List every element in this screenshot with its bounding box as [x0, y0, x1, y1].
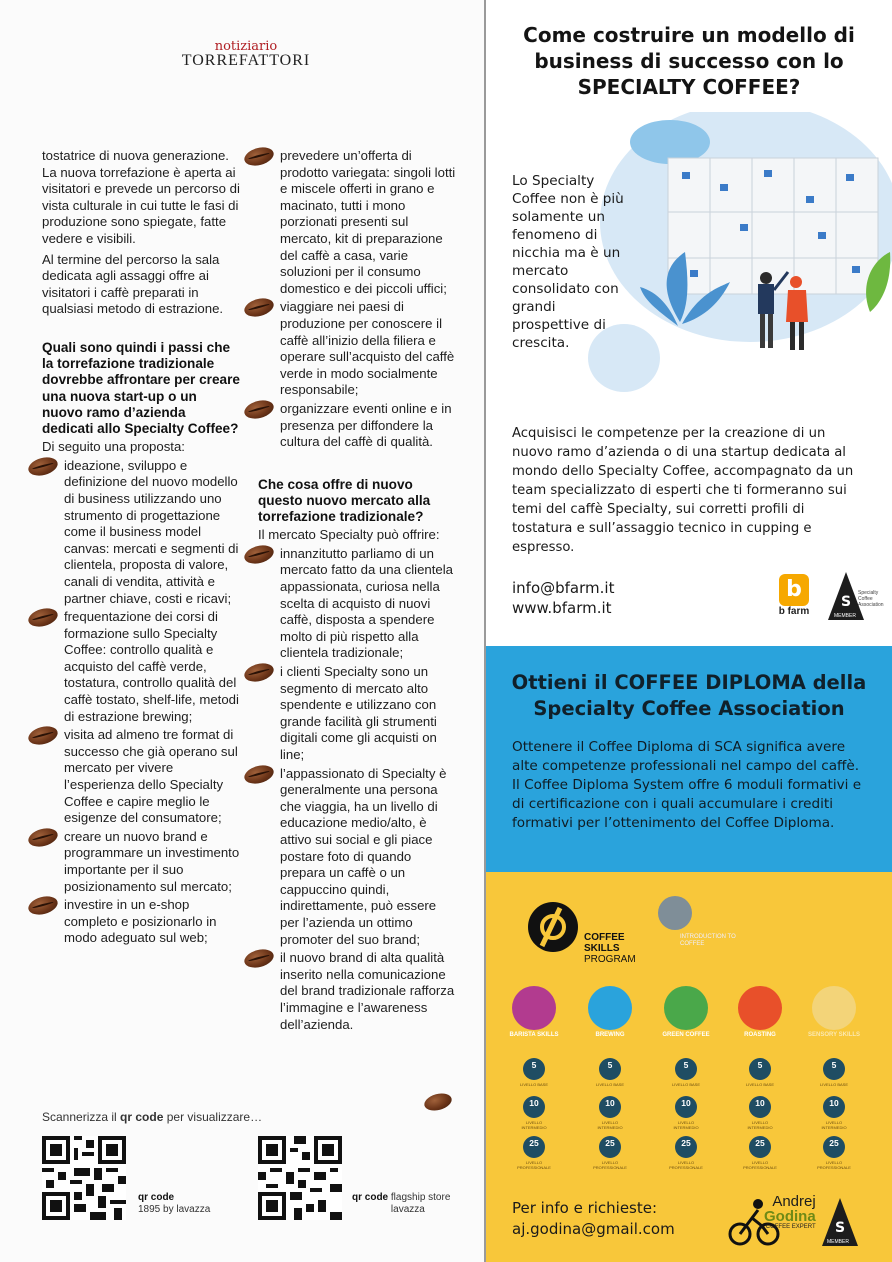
qr-caption-prefix: Scannerizza il: [42, 1110, 121, 1124]
module-label: GREEN COFFEE: [662, 1032, 710, 1038]
level-badge: [523, 1058, 545, 1080]
godina-tagline: COFFEE EXPERT: [765, 1224, 816, 1230]
proposal-list-continued: [258, 148, 456, 451]
masthead-title: TORREFATTORI: [181, 52, 311, 69]
coffee-skills-logo-icon: [526, 900, 580, 954]
godina-name-1: Andrej: [772, 1193, 816, 1210]
godina-name-2: Godina: [764, 1208, 816, 1225]
list-item: [42, 727, 240, 827]
level-caption: LIVELLO PROFESSIONALE: [743, 1160, 777, 1170]
list-item-text: i clienti Specialty sono un segmento di mercato alto spendente e utilizzano con grande facilità gli strumenti digitali come gli acquisti on line;: [280, 664, 437, 763]
list-item-text: investire in un e-shop completo e posizionarlo in modo adeguato sul web;: [64, 897, 217, 946]
level-badge: [599, 1136, 621, 1158]
offer-list: [258, 546, 456, 1033]
list-item: [42, 897, 240, 947]
bfarm-body-text: Acquisisci le competenze per la creazione di un nuovo ramo d’azienda o di una startup dedicata al mondo dello Specialty Coffee, accompagnato da un team specializzato di esperti che ti formeranno sui temi del caffè Specialty, sui corretti profili di tostatura e sull’assaggio tecnico in cupping e espresso.: [512, 426, 854, 555]
level-caption: LIVELLO PROFESSIONALE: [517, 1160, 551, 1170]
level-caption: LIVELLO BASE: [819, 1082, 848, 1087]
level-points: 5: [757, 1060, 763, 1070]
level-points: 5: [607, 1060, 613, 1070]
proposal-list: [42, 458, 240, 947]
level-caption: LIVELLO INTERMEDIO: [597, 1120, 623, 1130]
bfarm-contact: [512, 578, 614, 618]
level-caption: LIVELLO INTERMEDIO: [673, 1120, 699, 1130]
level-points: 5: [831, 1060, 837, 1070]
sensory-skills-icon: [812, 986, 856, 1030]
svg-text:S: S: [840, 594, 852, 610]
level-points: 5: [531, 1060, 537, 1070]
level-points: 25: [829, 1138, 839, 1148]
level-caption: LIVELLO INTERMEDIO: [821, 1120, 847, 1130]
section-heading-1: Quali sono quindi i passi che la torrefazione tradizionale dovrebbe affrontare per creare una nuova start-up o un nuovo ramo d’azienda dedicati allo Specialty Coffee?: [42, 339, 240, 436]
level-badge: [599, 1058, 621, 1080]
level-points: 25: [605, 1138, 615, 1148]
masthead: [176, 40, 316, 69]
level-points: 10: [755, 1098, 765, 1108]
bfarm-email-link[interactable]: info@bfarm.it: [512, 579, 615, 597]
level-caption: LIVELLO BASE: [519, 1082, 548, 1087]
intro-to-coffee-label: INTRODUCTION TO COFFEE: [680, 934, 736, 947]
book-icon: [658, 896, 692, 930]
level-badge: [675, 1136, 697, 1158]
intro-paragraph-1: tostatrice di nuova generazione. La nuova torrefazione è aperta ai visitatori e prevede un percorso di vista culturale in cui tutte le fasi di produzione sono spiegate, fatte vedere e visibili.: [42, 148, 240, 246]
green-coffee-icon: [664, 986, 708, 1030]
qr-label-1-text: 1895 by lavazza: [138, 1204, 211, 1215]
svg-text:S: S: [834, 1220, 846, 1236]
list-item-text: ideazione, sviluppo e definizione del nuovo modello di business utilizzando uno strumento di progettazione come il business model canvas: mercati e segmenti di clientela, proposta di valore, canali di vendita, attività e partner chiave, costi e ricavi;: [64, 457, 239, 606]
diploma-ad-title: Ottieni il COFFEE DIPLOMA della Specialty Coffee Association: [511, 671, 867, 720]
list-item-text: frequentazione dei corsi di formazione sullo Specialty Coffee: controllo qualità e acquisto del caffè verde, tostatura, controllo qualità del caffè tostato, shelf-life, metodi di estrazione brewing;: [64, 609, 239, 724]
list-item: [258, 299, 456, 399]
qr-label-2-bold: qr code: [352, 1192, 389, 1203]
level-badge: [749, 1058, 771, 1080]
level-points: 5: [683, 1060, 689, 1070]
level-badge: [823, 1096, 845, 1118]
csp-line-2: SKILLS: [584, 943, 620, 954]
module-label: BARISTA SKILLS: [509, 1032, 559, 1038]
bfarm-logo: [772, 574, 816, 617]
list-item: [258, 664, 456, 764]
level-badge: [749, 1136, 771, 1158]
section-heading-2: Che cosa offre di nuovo questo nuovo mercato alla torrefazione tradizionale?: [258, 476, 431, 525]
list-item: [42, 458, 240, 607]
list-item: [258, 148, 456, 297]
level-caption: LIVELLO BASE: [671, 1082, 700, 1087]
list-item: [258, 401, 456, 451]
level-points: 25: [681, 1138, 691, 1148]
level-badge: [749, 1096, 771, 1118]
qr-label-2-text: flagship store lavazza: [390, 1192, 451, 1215]
csp-line-1: COFFEE: [584, 932, 625, 943]
level-points: 25: [529, 1138, 539, 1148]
list-item: [258, 546, 456, 662]
qr-caption: [42, 1110, 262, 1124]
level-points: 10: [681, 1098, 691, 1108]
bfarm-web-link[interactable]: www.bfarm.it: [512, 599, 612, 617]
list-item-text: prevedere un’offerta di prodotto variegata: singoli lotti e miscele offerti in grano e macinato, tutti i mono porzionati presenti sul mercato, kit di preparazione del caffè a casa, varie soluzioni per il consumo domestico e dei piccoli uffici;: [280, 148, 456, 296]
qr-label-1-bold: qr code: [138, 1192, 175, 1203]
bfarm-logo-text: b farm: [778, 606, 810, 617]
list-item: [42, 609, 240, 725]
bfarm-logo-mark: b: [779, 574, 809, 606]
masthead-top: notiziario: [214, 39, 278, 54]
level-badge: [675, 1096, 697, 1118]
proposal-lead: Di seguito una proposta:: [42, 439, 185, 455]
qr-label-2: [352, 1192, 471, 1216]
barista-skills-icon: [512, 986, 556, 1030]
level-badge: [823, 1058, 845, 1080]
list-item-text: l’appassionato di Specialty è generalmente una persona che viaggia, ha un livello di educazione medio/alto, è attivo sui social e gli piace postare foto di quando prepara un caffè o un cappuccino quindi, indirettamente, può essere per l’azienda un ottimo promoter del suo brand;: [280, 765, 447, 947]
level-badge: [599, 1096, 621, 1118]
level-badge: [823, 1136, 845, 1158]
list-item-text: innanzitutto parliamo di un mercato fatto da una clientela appassionata, curiosa nella scelta di acquisto di nuovi caffè, disposta a spendere molto di più rispetto alla clientela tradizionale;: [280, 545, 454, 661]
level-badge: [523, 1096, 545, 1118]
level-caption: LIVELLO INTERMEDIO: [521, 1120, 547, 1130]
intro-paragraph-2: Al termine del percorso la sala dedicata agli assaggi offre ai visitatori i caffè preparati in qualsiasi metodo di estrazione.: [42, 251, 224, 317]
qr-caption-bold: qr code: [120, 1110, 164, 1124]
level-points: 25: [755, 1138, 765, 1148]
module-label: ROASTING: [744, 1032, 776, 1038]
module-label: SENSORY SKILLS: [807, 1032, 860, 1038]
qr-label-1: [138, 1192, 210, 1216]
brewing-icon: [588, 986, 632, 1030]
bfarm-ad-title: Come costruire un modello di business di successo con lo SPECIALTY COFFEE?: [523, 23, 855, 99]
csp-line-3: PROGRAM: [584, 954, 636, 965]
level-caption: LIVELLO BASE: [595, 1082, 624, 1087]
level-badge: [675, 1058, 697, 1080]
offer-lead: Il mercato Specialty può offrire:: [258, 527, 440, 543]
list-item-text: organizzare eventi online e in presenza per diffondere la cultura del caffè di qualità.: [280, 400, 452, 450]
qr-caption-suffix: per visualizzare…: [163, 1110, 263, 1124]
program-info-label: Per info e richieste:: [512, 1199, 658, 1217]
level-caption: LIVELLO PROFESSIONALE: [817, 1160, 851, 1170]
level-points: 10: [829, 1098, 839, 1108]
list-item-text: viaggiare nei paesi di produzione per conoscere il caffè all’inizio della filiera e operare sull’acquisto del caffè verde in modo socialmente responsabile;: [280, 299, 455, 398]
qr-code-1895[interactable]: [42, 1136, 126, 1220]
coffee-skills-program-title: [584, 932, 636, 965]
sca-caption: Specialty Coffee Association: [858, 590, 884, 608]
program-email-link[interactable]: aj.godina@gmail.com: [512, 1220, 675, 1238]
program-contact: [512, 1198, 675, 1240]
level-caption: LIVELLO INTERMEDIO: [747, 1120, 773, 1130]
list-item: [258, 766, 456, 949]
sca-member-label: MEMBER: [834, 613, 856, 619]
list-item-text: visita ad almeno tre format di successo che già operano sul mercato per vivere l’esperienza dello Specialty Coffee e capire meglio le esigenze del consumatore;: [64, 727, 238, 826]
level-badge: [523, 1136, 545, 1158]
qr-code-flagship[interactable]: [258, 1136, 342, 1220]
article-column-1: [42, 148, 240, 949]
level-caption: LIVELLO BASE: [745, 1082, 774, 1087]
bfarm-side-text: Lo Specialty Coffee non è più solamente un fenomeno di nicchia ma è un mercato consolidato con grandi prospettive di crescita.: [512, 173, 624, 351]
module-label: BREWING: [595, 1032, 625, 1038]
list-item-text: il nuovo brand di alta qualità inserito nella comunicazione del brand tradizionale rafforza l’immagine e l’awareness dell’azienda.: [280, 950, 455, 1032]
sca-member-label-2: MEMBER: [827, 1239, 849, 1245]
roasting-icon: [738, 986, 782, 1030]
level-caption: LIVELLO PROFESSIONALE: [593, 1160, 627, 1170]
list-item-text: creare un nuovo brand e programmare un investimento importante per il suo posizionamento sul mercato;: [64, 828, 240, 894]
list-item: [42, 829, 240, 895]
list-item: [258, 950, 456, 1033]
level-points: 10: [605, 1098, 615, 1108]
article-column-2: [258, 148, 456, 1035]
level-caption: LIVELLO PROFESSIONALE: [669, 1160, 703, 1170]
godina-logo: [764, 1194, 816, 1231]
diploma-ad-body: Ottenere il Coffee Diploma di SCA significa avere alte competenze professionali nel campo del caffè. Il Coffee Diploma System offre 6 moduli formativi e di certificazione con i quali accumulare i crediti formativi per l’ottenimento del Coffee Diploma.: [512, 739, 862, 831]
level-points: 10: [529, 1098, 539, 1108]
